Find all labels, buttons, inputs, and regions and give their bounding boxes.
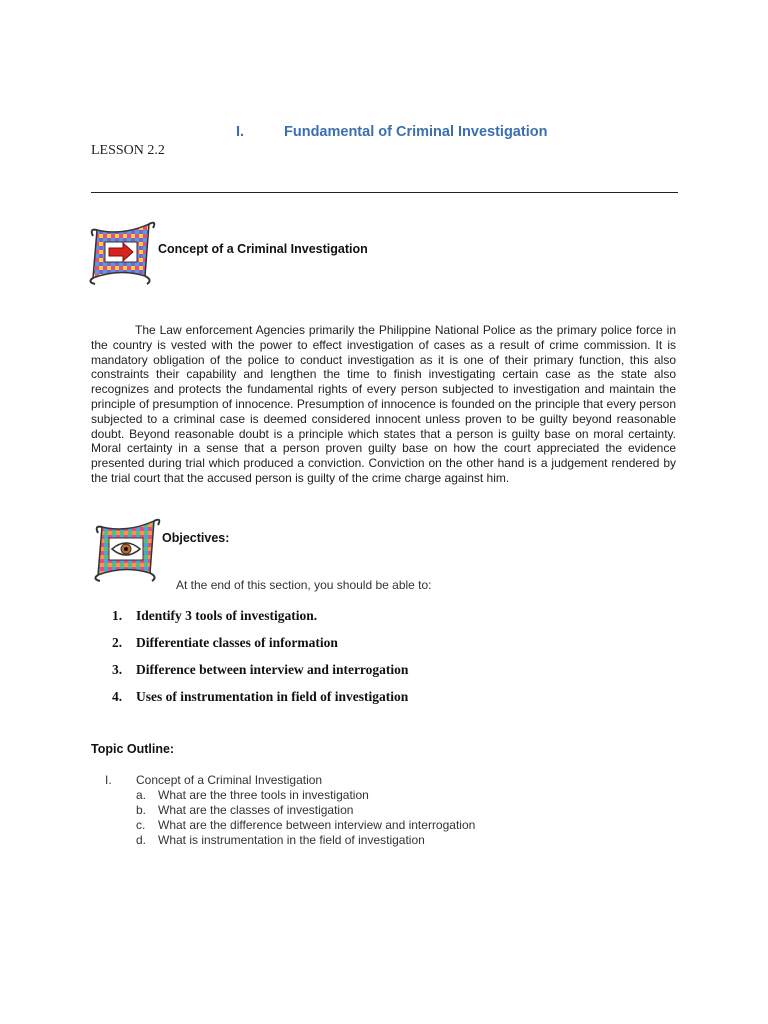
concept-title: Concept of a Criminal Investigation	[158, 242, 368, 256]
lesson-label: LESSON 2.2	[91, 143, 165, 158]
list-item: 2. Differentiate classes of information	[112, 635, 338, 650]
red-arrow-scroll-icon	[87, 218, 157, 286]
list-item: a. What are the three tools in investigation	[136, 788, 369, 802]
chapter-number: I.	[236, 124, 245, 140]
list-item: d. What is instrumentation in the field of investigation	[136, 833, 425, 847]
list-item: c. What are the difference between interview and interrogation	[136, 818, 476, 832]
list-item: b. What are the classes of investigation	[136, 803, 354, 817]
topic-outline-title: Topic Outline:	[91, 742, 175, 756]
objectives-list	[112, 608, 408, 716]
concept-paragraph: The Law enforcement Agencies primarily the Philippine National Police as the primary police force in the country is vested with the power to effect investigation of cases as a result of crime commission. It is mandatory obligation of the police to conduct investigation as it is one of their primary function, this also constraints their capability and lengthen the time to finish investigating certain case as the state also recognizes and protects the fundamental rights of every person subjected to investigation and maintain the principle of presumption of innocence. Presumption of innocence is founded on the principle that every person subjected to a criminal case is deemed considered innocent unless proven to be guilty beyond reasonable doubt. Beyond reasonable doubt is a principle which states that a person is guilty base on moral certainty. Moral certainty in a sense that a person proven guilty base on how the court appreciated the evidence presented during trial which produced a conviction. Conviction on the other hand is a judgement rendered by the trial court that the accused person is guilty of the crime charge against him.	[91, 323, 676, 485]
list-item: 1. Identify 3 tools of investigation.	[112, 608, 318, 623]
horizontal-rule	[91, 192, 678, 193]
outline-heading: I. Concept of a Criminal Investigation	[105, 773, 323, 787]
list-item: 4. Uses of instrumentation in field of investigation	[112, 689, 409, 704]
objectives-title: Objectives:	[162, 531, 230, 545]
topic-outline	[105, 773, 475, 848]
chapter-title: Fundamental of Criminal Investigation	[284, 124, 548, 140]
list-item: 3. Difference between interview and interrogation	[112, 662, 409, 677]
eye-scroll-icon	[92, 515, 162, 583]
chapter-heading	[236, 124, 547, 140]
objectives-intro: At the end of this section, you should be able to:	[176, 578, 432, 592]
